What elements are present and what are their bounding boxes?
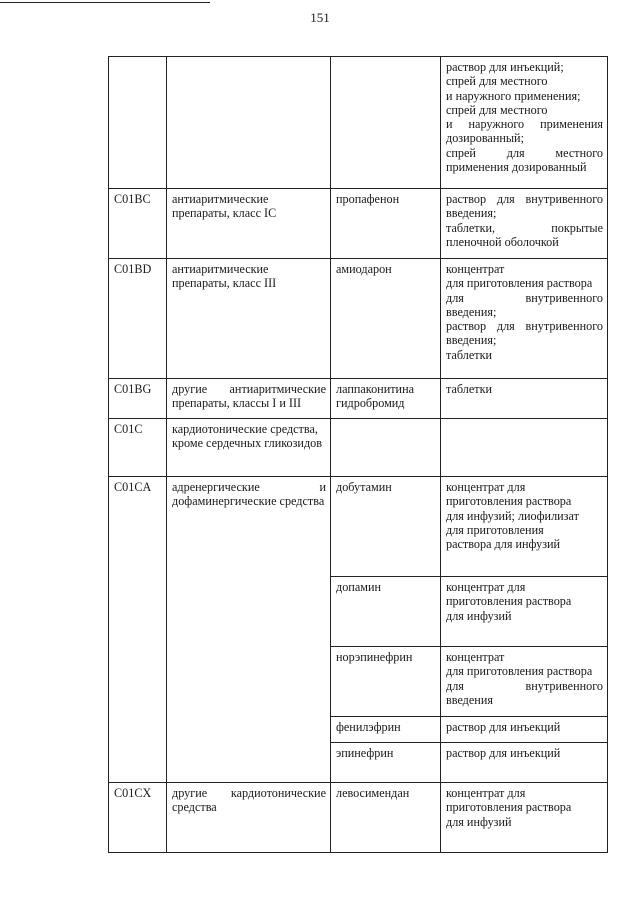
group-cell: другие кардиотонические средства [167, 783, 331, 853]
form-line: и наружного применения [446, 117, 603, 132]
drug-name-cell: лаппаконитина гидробромид [331, 379, 441, 419]
group-cell: кардиотонические средства, кроме сердечных гликозидов [167, 419, 331, 477]
atc-code-cell: C01C [109, 419, 167, 477]
table-row [109, 477, 608, 577]
form-line: и наружного применения; [446, 88, 581, 103]
dosage-forms-cell [441, 57, 608, 189]
table-row [109, 783, 608, 853]
form-line: пленочной оболочкой [446, 234, 559, 249]
group-cell: другие антиаритмические препараты, классы I и III [167, 379, 331, 419]
drug-name-cell: фенилэфрин [331, 717, 441, 743]
drug-name-cell: амиодарон [331, 259, 441, 379]
atc-code-cell: C01CX [109, 783, 167, 853]
table-row [109, 259, 608, 379]
atc-code-cell: C01BC [109, 189, 167, 259]
form-line: раствор для инъекций [446, 746, 561, 760]
form-line: концентрат [446, 650, 505, 664]
table-row [109, 379, 608, 419]
form-line: применения дозированный [446, 160, 587, 175]
dosage-forms-cell [441, 717, 608, 743]
form-line: концентрат для [446, 480, 526, 494]
drug-name-cell: эпинефрин [331, 743, 441, 783]
form-line: таблетки [446, 382, 493, 396]
form-line: приготовления раствора [446, 594, 572, 609]
atc-code-cell: C01BD [109, 259, 167, 379]
form-line: концентрат [446, 262, 505, 276]
dosage-forms-cell [441, 259, 608, 379]
form-line: для приготовления раствора [446, 664, 593, 679]
form-line: для приготовления раствора [446, 276, 593, 291]
form-line: приготовления раствора [446, 800, 572, 815]
drug-name-cell: допамин [331, 577, 441, 647]
form-line: для приготовления [446, 522, 544, 537]
form-line: концентрат для [446, 786, 526, 800]
drug-table [108, 56, 608, 853]
group-cell: антиаритмические препараты, класс III [167, 259, 331, 379]
dosage-forms-cell [441, 419, 608, 477]
atc-code-cell: C01BG [109, 379, 167, 419]
top-rule [0, 2, 210, 3]
form-line: спрей для местного [446, 74, 548, 89]
form-line: раствор для внутривенного [446, 319, 603, 334]
form-line: введения [446, 692, 493, 707]
table-row [109, 189, 608, 259]
dosage-forms-cell [441, 189, 608, 259]
table-row [109, 57, 608, 189]
form-line: раствора для инфузий [446, 537, 561, 552]
form-line: для внутривенного [446, 678, 603, 693]
drug-name-cell [331, 419, 441, 477]
form-line: для инфузий [446, 608, 512, 623]
group-cell: антиаритмические препараты, класс IC [167, 189, 331, 259]
form-line: для инфузий [446, 814, 512, 829]
dosage-forms-cell [441, 647, 608, 717]
form-line: таблетки, покрытые [446, 220, 603, 235]
drug-name-cell: норэпинефрин [331, 647, 441, 717]
drug-name-cell: добутамин [331, 477, 441, 577]
dosage-forms-cell [441, 783, 608, 853]
form-line: раствор для внутривенного [446, 192, 603, 206]
drug-name-cell [331, 57, 441, 189]
form-line: таблетки [446, 347, 493, 362]
drug-name-cell: левосимендан [331, 783, 441, 853]
form-line: для инфузий; лиофилизат [446, 508, 579, 523]
form-line: спрей для местного [446, 145, 603, 160]
form-line: приготовления раствора [446, 494, 572, 509]
atc-code-cell: C01CA [109, 477, 167, 783]
group-cell: адренергические и дофаминергические средства [167, 477, 331, 783]
dosage-forms-cell [441, 477, 608, 577]
form-line: раствор для инъекций; [446, 60, 564, 74]
dosage-forms-cell [441, 577, 608, 647]
form-line: концентрат для [446, 580, 526, 594]
group-cell [167, 57, 331, 189]
form-line: введения; [446, 304, 497, 319]
table-row [109, 419, 608, 477]
form-line: раствор для инъекций [446, 720, 561, 734]
drug-name-cell: пропафенон [331, 189, 441, 259]
atc-code-cell [109, 57, 167, 189]
form-line: введения; [446, 206, 497, 221]
form-line: спрей для местного [446, 102, 548, 117]
form-line: введения; [446, 333, 497, 348]
dosage-forms-cell [441, 379, 608, 419]
form-line: дозированный; [446, 131, 524, 146]
form-line: для внутривенного [446, 290, 603, 305]
page-number: 151 [310, 10, 330, 25]
dosage-forms-cell [441, 743, 608, 783]
